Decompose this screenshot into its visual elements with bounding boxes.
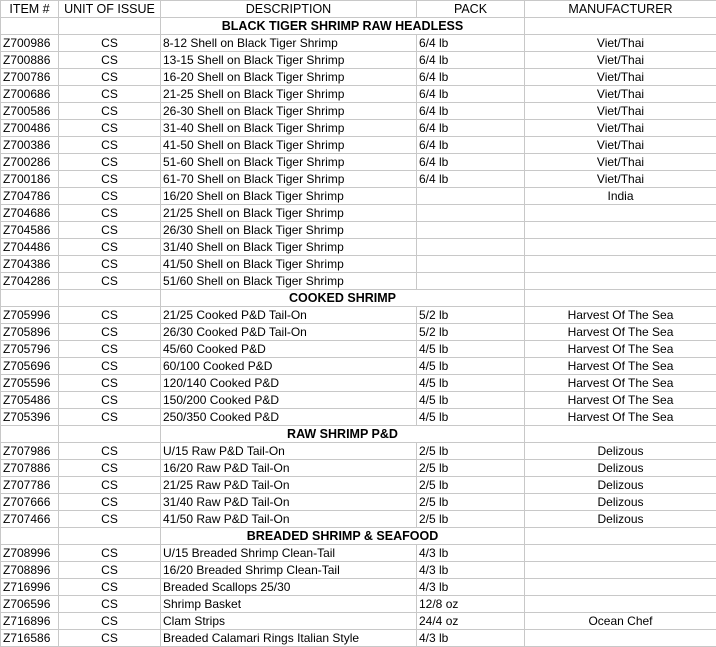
item-number-cell: Z705596 [1, 375, 59, 392]
item-number-cell: Z700786 [1, 69, 59, 86]
description-cell: 21/25 Cooked P&D Tail-On [161, 307, 417, 324]
description-cell: 120/140 Cooked P&D [161, 375, 417, 392]
table-row [1, 375, 716, 392]
unit-of-issue-cell: CS [59, 477, 161, 494]
manufacturer-cell: India [525, 188, 716, 205]
manufacturer-cell [525, 222, 716, 239]
unit-of-issue-cell: CS [59, 596, 161, 613]
empty-cell [525, 528, 716, 545]
pack-cell: 2/5 lb [417, 511, 525, 528]
description-cell: 41/50 Shell on Black Tiger Shrimp [161, 256, 417, 273]
manufacturer-cell [525, 239, 716, 256]
description-cell: 26-30 Shell on Black Tiger Shrimp [161, 103, 417, 120]
table-row [1, 613, 716, 630]
manufacturer-cell: Delizous [525, 494, 716, 511]
unit-of-issue-cell: CS [59, 120, 161, 137]
pack-cell: 4/3 lb [417, 579, 525, 596]
item-number-cell: Z700986 [1, 35, 59, 52]
manufacturer-cell [525, 273, 716, 290]
manufacturer-cell: Delizous [525, 511, 716, 528]
pack-cell: 4/5 lb [417, 375, 525, 392]
description-cell: Shrimp Basket [161, 596, 417, 613]
table-row [1, 358, 716, 375]
description-cell: Breaded Scallops 25/30 [161, 579, 417, 596]
header-item-number: ITEM # [1, 1, 59, 18]
section-title: RAW SHRIMP P&D [161, 426, 525, 443]
pack-cell: 4/5 lb [417, 341, 525, 358]
unit-of-issue-cell: CS [59, 137, 161, 154]
item-number-cell: Z705396 [1, 409, 59, 426]
description-cell: 16/20 Breaded Shrimp Clean-Tail [161, 562, 417, 579]
table-row [1, 120, 716, 137]
pack-cell: 5/2 lb [417, 307, 525, 324]
table-row [1, 443, 716, 460]
unit-of-issue-cell: CS [59, 69, 161, 86]
pack-cell [417, 256, 525, 273]
table-row [1, 256, 716, 273]
description-cell: 45/60 Cooked P&D [161, 341, 417, 358]
manufacturer-cell: Harvest Of The Sea [525, 341, 716, 358]
unit-of-issue-cell: CS [59, 154, 161, 171]
item-number-cell: Z707986 [1, 443, 59, 460]
description-cell: 60/100 Cooked P&D [161, 358, 417, 375]
table-row [1, 273, 716, 290]
description-cell: Breaded Calamari Rings Italian Style [161, 630, 417, 647]
description-cell: 13-15 Shell on Black Tiger Shrimp [161, 52, 417, 69]
item-number-cell: Z705796 [1, 341, 59, 358]
table-row [1, 171, 716, 188]
item-number-cell: Z707786 [1, 477, 59, 494]
empty-cell [1, 18, 59, 35]
table-row [1, 494, 716, 511]
unit-of-issue-cell: CS [59, 222, 161, 239]
description-cell: 21-25 Shell on Black Tiger Shrimp [161, 86, 417, 103]
manufacturer-cell: Viet/Thai [525, 103, 716, 120]
unit-of-issue-cell: CS [59, 52, 161, 69]
header-unit-of-issue: UNIT OF ISSUE [59, 1, 161, 18]
description-cell: 26/30 Cooked P&D Tail-On [161, 324, 417, 341]
description-cell: 51/60 Shell on Black Tiger Shrimp [161, 273, 417, 290]
unit-of-issue-cell: CS [59, 188, 161, 205]
item-number-cell: Z704586 [1, 222, 59, 239]
description-cell: 31-40 Shell on Black Tiger Shrimp [161, 120, 417, 137]
unit-of-issue-cell: CS [59, 409, 161, 426]
manufacturer-cell: Harvest Of The Sea [525, 409, 716, 426]
description-cell: 31/40 Shell on Black Tiger Shrimp [161, 239, 417, 256]
pack-cell [417, 239, 525, 256]
empty-cell [59, 426, 161, 443]
item-number-cell: Z704686 [1, 205, 59, 222]
section-title: BREADED SHRIMP & SEAFOOD [161, 528, 525, 545]
description-cell: 51-60 Shell on Black Tiger Shrimp [161, 154, 417, 171]
unit-of-issue-cell: CS [59, 324, 161, 341]
pack-cell [417, 205, 525, 222]
description-cell: 41/50 Raw P&D Tail-On [161, 511, 417, 528]
item-number-cell: Z700486 [1, 120, 59, 137]
pack-cell: 6/4 lb [417, 137, 525, 154]
section-title: BLACK TIGER SHRIMP RAW HEADLESS [161, 18, 525, 35]
table-row [1, 154, 716, 171]
unit-of-issue-cell: CS [59, 630, 161, 647]
empty-cell [1, 528, 59, 545]
manufacturer-cell [525, 205, 716, 222]
pack-cell [417, 222, 525, 239]
description-cell: 41-50 Shell on Black Tiger Shrimp [161, 137, 417, 154]
table-row [1, 596, 716, 613]
empty-cell [59, 528, 161, 545]
unit-of-issue-cell: CS [59, 375, 161, 392]
item-number-cell: Z716586 [1, 630, 59, 647]
manufacturer-cell: Viet/Thai [525, 171, 716, 188]
pack-cell: 24/4 oz [417, 613, 525, 630]
unit-of-issue-cell: CS [59, 256, 161, 273]
unit-of-issue-cell: CS [59, 103, 161, 120]
empty-cell [59, 290, 161, 307]
item-number-cell: Z705696 [1, 358, 59, 375]
pack-cell: 6/4 lb [417, 103, 525, 120]
header-row [1, 1, 716, 18]
description-cell: 31/40 Raw P&D Tail-On [161, 494, 417, 511]
header-description: DESCRIPTION [161, 1, 417, 18]
manufacturer-cell: Delizous [525, 460, 716, 477]
pack-cell: 5/2 lb [417, 324, 525, 341]
manufacturer-cell: Harvest Of The Sea [525, 392, 716, 409]
pack-cell: 6/4 lb [417, 86, 525, 103]
pack-cell [417, 188, 525, 205]
item-number-cell: Z704286 [1, 273, 59, 290]
pack-cell: 4/5 lb [417, 358, 525, 375]
item-number-cell: Z700286 [1, 154, 59, 171]
pack-cell: 6/4 lb [417, 120, 525, 137]
table-row [1, 86, 716, 103]
pack-cell: 6/4 lb [417, 171, 525, 188]
table-row [1, 460, 716, 477]
unit-of-issue-cell: CS [59, 273, 161, 290]
table-row [1, 630, 716, 647]
manufacturer-cell: Ocean Chef [525, 613, 716, 630]
empty-cell [59, 18, 161, 35]
manufacturer-cell: Delizous [525, 477, 716, 494]
description-cell: 150/200 Cooked P&D [161, 392, 417, 409]
pack-cell: 4/3 lb [417, 545, 525, 562]
pack-cell: 2/5 lb [417, 443, 525, 460]
table-row [1, 222, 716, 239]
item-number-cell: Z707666 [1, 494, 59, 511]
header-manufacturer: MANUFACTURER [525, 1, 716, 18]
pack-cell: 4/3 lb [417, 630, 525, 647]
pack-cell: 4/5 lb [417, 392, 525, 409]
table-row [1, 188, 716, 205]
item-number-cell: Z705896 [1, 324, 59, 341]
unit-of-issue-cell: CS [59, 460, 161, 477]
pack-cell: 6/4 lb [417, 154, 525, 171]
manufacturer-cell: Harvest Of The Sea [525, 358, 716, 375]
manufacturer-cell: Harvest Of The Sea [525, 375, 716, 392]
unit-of-issue-cell: CS [59, 392, 161, 409]
description-cell: 61-70 Shell on Black Tiger Shrimp [161, 171, 417, 188]
unit-of-issue-cell: CS [59, 307, 161, 324]
section-header-row [1, 18, 716, 35]
unit-of-issue-cell: CS [59, 358, 161, 375]
unit-of-issue-cell: CS [59, 613, 161, 630]
pack-cell: 6/4 lb [417, 69, 525, 86]
pack-cell: 4/5 lb [417, 409, 525, 426]
unit-of-issue-cell: CS [59, 545, 161, 562]
section-header-row [1, 426, 716, 443]
item-number-cell: Z705996 [1, 307, 59, 324]
section-header-row [1, 528, 716, 545]
description-cell: 16/20 Raw P&D Tail-On [161, 460, 417, 477]
empty-cell [525, 290, 716, 307]
unit-of-issue-cell: CS [59, 239, 161, 256]
table-row [1, 239, 716, 256]
section-title: COOKED SHRIMP [161, 290, 525, 307]
empty-cell [1, 290, 59, 307]
table-row [1, 579, 716, 596]
unit-of-issue-cell: CS [59, 171, 161, 188]
unit-of-issue-cell: CS [59, 205, 161, 222]
manufacturer-cell [525, 579, 716, 596]
section-header-row [1, 290, 716, 307]
item-number-cell: Z707466 [1, 511, 59, 528]
item-number-cell: Z704786 [1, 188, 59, 205]
table-row [1, 35, 716, 52]
pack-cell: 4/3 lb [417, 562, 525, 579]
manufacturer-cell [525, 562, 716, 579]
empty-cell [525, 426, 716, 443]
manufacturer-cell: Viet/Thai [525, 35, 716, 52]
description-cell: U/15 Breaded Shrimp Clean-Tail [161, 545, 417, 562]
pack-cell: 2/5 lb [417, 477, 525, 494]
table-row [1, 477, 716, 494]
product-table-body [1, 1, 716, 647]
table-row [1, 562, 716, 579]
item-number-cell: Z708996 [1, 545, 59, 562]
item-number-cell: Z705486 [1, 392, 59, 409]
description-cell: Clam Strips [161, 613, 417, 630]
manufacturer-cell: Delizous [525, 443, 716, 460]
item-number-cell: Z700586 [1, 103, 59, 120]
table-row [1, 205, 716, 222]
pack-cell: 6/4 lb [417, 52, 525, 69]
table-row [1, 307, 716, 324]
unit-of-issue-cell: CS [59, 35, 161, 52]
item-number-cell: Z700886 [1, 52, 59, 69]
manufacturer-cell: Viet/Thai [525, 69, 716, 86]
table-row [1, 409, 716, 426]
description-cell: 26/30 Shell on Black Tiger Shrimp [161, 222, 417, 239]
item-number-cell: Z704386 [1, 256, 59, 273]
table-row [1, 511, 716, 528]
description-cell: 21/25 Shell on Black Tiger Shrimp [161, 205, 417, 222]
item-number-cell: Z716996 [1, 579, 59, 596]
empty-cell [1, 426, 59, 443]
empty-cell [525, 18, 716, 35]
unit-of-issue-cell: CS [59, 341, 161, 358]
unit-of-issue-cell: CS [59, 562, 161, 579]
description-cell: 16/20 Shell on Black Tiger Shrimp [161, 188, 417, 205]
item-number-cell: Z704486 [1, 239, 59, 256]
item-number-cell: Z708896 [1, 562, 59, 579]
table-row [1, 545, 716, 562]
table-row [1, 52, 716, 69]
item-number-cell: Z716896 [1, 613, 59, 630]
description-cell: 8-12 Shell on Black Tiger Shrimp [161, 35, 417, 52]
manufacturer-cell [525, 630, 716, 647]
table-row [1, 103, 716, 120]
item-number-cell: Z707886 [1, 460, 59, 477]
table-row [1, 324, 716, 341]
item-number-cell: Z700186 [1, 171, 59, 188]
manufacturer-cell: Viet/Thai [525, 86, 716, 103]
pack-cell: 12/8 oz [417, 596, 525, 613]
manufacturer-cell: Viet/Thai [525, 52, 716, 69]
manufacturer-cell [525, 596, 716, 613]
manufacturer-cell [525, 256, 716, 273]
item-number-cell: Z700386 [1, 137, 59, 154]
item-number-cell: Z700686 [1, 86, 59, 103]
unit-of-issue-cell: CS [59, 443, 161, 460]
manufacturer-cell: Viet/Thai [525, 154, 716, 171]
table-row [1, 341, 716, 358]
manufacturer-cell: Harvest Of The Sea [525, 307, 716, 324]
pack-cell: 2/5 lb [417, 494, 525, 511]
item-number-cell: Z706596 [1, 596, 59, 613]
manufacturer-cell: Viet/Thai [525, 120, 716, 137]
pack-cell: 6/4 lb [417, 35, 525, 52]
pack-cell [417, 273, 525, 290]
header-pack: PACK [417, 1, 525, 18]
description-cell: 21/25 Raw P&D Tail-On [161, 477, 417, 494]
pack-cell: 2/5 lb [417, 460, 525, 477]
manufacturer-cell [525, 545, 716, 562]
description-cell: U/15 Raw P&D Tail-On [161, 443, 417, 460]
manufacturer-cell: Harvest Of The Sea [525, 324, 716, 341]
table-row [1, 392, 716, 409]
unit-of-issue-cell: CS [59, 579, 161, 596]
unit-of-issue-cell: CS [59, 86, 161, 103]
unit-of-issue-cell: CS [59, 511, 161, 528]
unit-of-issue-cell: CS [59, 494, 161, 511]
manufacturer-cell: Viet/Thai [525, 137, 716, 154]
table-row [1, 137, 716, 154]
description-cell: 250/350 Cooked P&D [161, 409, 417, 426]
table-row [1, 69, 716, 86]
description-cell: 16-20 Shell on Black Tiger Shrimp [161, 69, 417, 86]
